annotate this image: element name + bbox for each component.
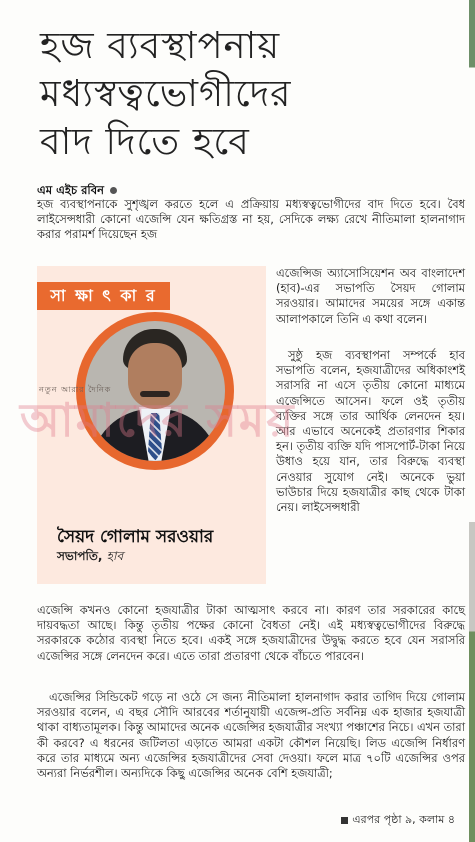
- headline: [40, 22, 460, 166]
- headline-line-1: হজ ব্যবস্থাপনায়: [40, 24, 281, 67]
- portrait-mustache: [140, 391, 170, 397]
- headline-line-3: বাদ দিতে হবে: [40, 120, 250, 163]
- author-name: এম এইচ রবিন: [37, 183, 104, 197]
- caption-title: [57, 548, 123, 568]
- right-column-paragraph-1: এজেন্সিজ অ্যাসোসিয়েশন অব বাংলাদেশ (হাব)-এর সভাপতি সৈয়দ গোলাম সরওয়ার। আমাদের সময়ের সঙ্গে একান্ত আলাপকালে তিনি এ কথা বলেন।: [276, 266, 465, 326]
- body-paragraph-1: এজেন্সি কখনও কোনো হজযাত্রীর টাকা আত্মসাৎ করবে না। কারণ তার সরকারের কাছে দায়বদ্ধতা আছে। কিন্তু তৃতীয় পক্ষের কোনো বৈধতা নেই। এই মধ্যস্বত্বভোগীদের বিরুদ্ধে সরকারকে কঠোর ব্যবস্থা নিতে হবে। একই সঙ্গে হজযাত্রীদের উদ্বুদ্ধ করতে হবে যেন সরাসরি এজেন্সির সঙ্গে লেনদেন করে। এতে তারা প্রতারণা থেকে বাঁচতে পারবেন।: [37, 603, 465, 663]
- caption-title-prefix: সভাপতি,: [57, 549, 107, 563]
- square-bullet-icon: [341, 817, 348, 824]
- newspaper-watermark: আমাদের সময়: [20, 393, 296, 447]
- page-edge-strip: [469, 0, 475, 842]
- intro-paragraph: হজ ব্যবস্থাপনাকে সুশৃঙ্খল করতে হলে এ প্রক্রিয়ায় মধ্যস্বত্বভোগীদের বাদ দিতে হবে। বৈধ লাইসেন্সধারী কোনো এজেন্সি যেন ক্ষতিগ্রস্ত না হয়, সেদিকে লক্ষ্য রেখে নীতিমালা হালনাগাদ করার পরামর্শ দিয়েছেন হজ: [37, 197, 465, 242]
- continuation-note: [341, 811, 455, 830]
- byline-bullet-icon: [110, 187, 117, 194]
- caption-title-org: হাব: [106, 549, 124, 563]
- portrait-face: [128, 343, 182, 409]
- caption-name: সৈয়দ গোলাম সরওয়ার: [57, 527, 214, 547]
- interview-tag: সা ক্ষা ৎ কা র: [37, 282, 170, 310]
- right-column-paragraph-2: সুষ্ঠু হজ ব্যবস্থাপনা সম্পর্কে হাব সভাপতি বলেন, হজযাত্রীদের অধিকাংশই সরাসরি না এসে তৃতীয় কোনো মাধ্যমে এজেন্সিতে আসেন। ফলে ওই তৃতীয় ব্যক্তির সঙ্গে তার আর্থিক লেনদেন হয়। আর এভাবে অনেকেই প্রতারণার শিকার হন। তৃতীয় ব্যক্তি যদি পাসপোর্ট-টাকা নিয়ে উধাও হয়ে যান, তার বিরুদ্ধে ব্যবস্থা নেওয়ার সুযোগ নেই। অনেকে ভুয়া ভাউচার দিয়ে হজযাত্রীর কাছ থেকে টাকা নেয়। লাইসেন্সধারী: [276, 348, 465, 515]
- interview-box: [37, 266, 266, 584]
- continuation-text: এরপর পৃষ্ঠা ৯, কলাম ৪: [352, 813, 455, 826]
- box-watermark: নতুন আরার দৈনিক: [39, 385, 112, 394]
- headline-line-2: মধ্যস্বত্বভোগীদের: [40, 72, 292, 115]
- body-paragraph-2: এজেন্সির সিন্ডিকেট গড়ে না ওঠে সে জন্য নীতিমালা হালনাগাদ করার তাগিদ দিয়ে গোলাম সরওয়ার বলেন, এ বছর সৌদি আরবের শর্তানুযায়ী এজেন্স-প্রতি সর্বনিম্ন এক হাজার হজযাত্রী থাকা বাধ্যতামূলক। কিন্তু আমাদের অনেক এজেন্সির হজযাত্রীর সংখ্যা পঞ্চাশের নিচে। এখন তারা কী করবে? এ ধরনের জটিলতা এড়াতে আমরা একটা কৌশল নিয়েছি। লিড এজেন্সি নির্ধারণ করে তার মাধ্যমে অন্য এজেন্সির হজযাত্রীদের সেবা দেওয়া। ফলে মাত্র ৭০টি এজেন্সির ওপর অন্যরা নির্ভরশীল। অন্যদিকে কিছু এজেন্সির অনেক বেশি হজযাত্রী;: [37, 690, 465, 781]
